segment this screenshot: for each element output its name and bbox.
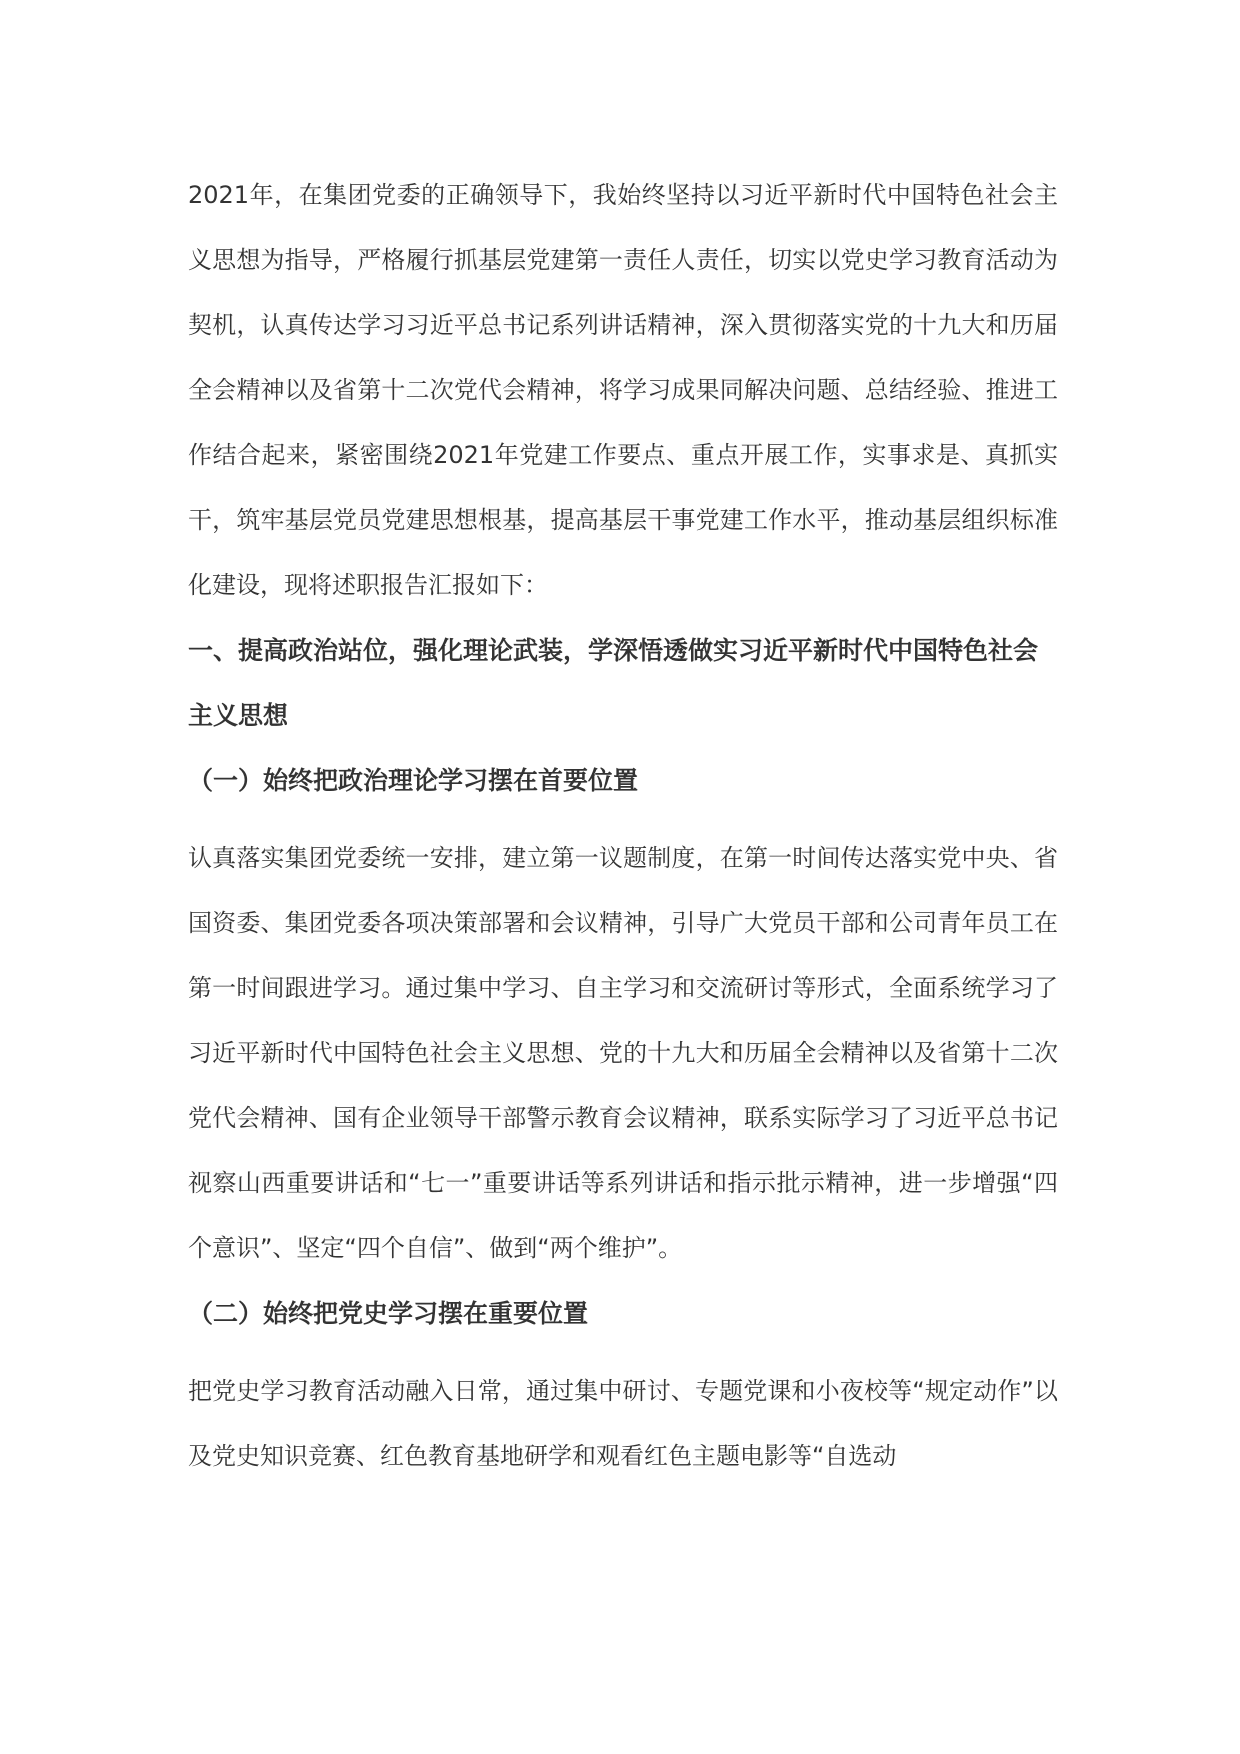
subsection-1-heading: （一）始终把政治理论学习摆在首要位置 — [188, 766, 639, 795]
section-1-heading: 一、提高政治站位，强化理论武装，学深悟透做实习近平新时代中国特色社会主义思想 — [188, 636, 1039, 730]
document-body — [188, 163, 1058, 1489]
subsection-1-paragraph: 认真落实集团党委统一安排，建立第一议题制度，在第一时间传达落实党中央、省国资委、集团党委各项决策部署和会议精神，引导广大党员干部和公司青年员工在第一时间跟进学习。通过集中学习、自主学习和交流研讨等形式，全面系统学习了习近平新时代中国特色社会主义思想、党的十九大和历届全会精神以及省第十二次党代会精神、国有企业领导干部警示教育会议精神，联系实际学习了习近平总书记视察山西重要讲话和“七一”重要讲话等系列讲话和指示批示精神，进一步增强“四个意识”、坚定“四个自信”、做到“两个维护”。 — [188, 844, 1058, 1262]
intro-paragraph: 2021年，在集团党委的正确领导下，我始终坚持以习近平新时代中国特色社会主义思想为指导，严格履行抓基层党建第一责任人责任，切实以党史学习教育活动为契机，认真传达学习习近平总书记系列讲话精神，深入贯彻落实党的十九大和历届全会精神以及省第十二次党代会精神，将学习成果同解决问题、总结经验、推进工作结合起来，紧密围绕2021年党建工作要点、重点开展工作，实事求是、真抓实干，筑牢基层党员党建思想根基，提高基层干事党建工作水平，推动基层组织标准化建设，现将述职报告汇报如下： — [188, 181, 1058, 599]
subsection-2-paragraph: 把党史学习教育活动融入日常，通过集中研讨、专题党课和小夜校等“规定动作”以及党史知识竞赛、红色教育基地研学和观看红色主题电影等“自选动 — [188, 1377, 1058, 1470]
subsection-2-heading: （二）始终把党史学习摆在重要位置 — [188, 1299, 589, 1328]
